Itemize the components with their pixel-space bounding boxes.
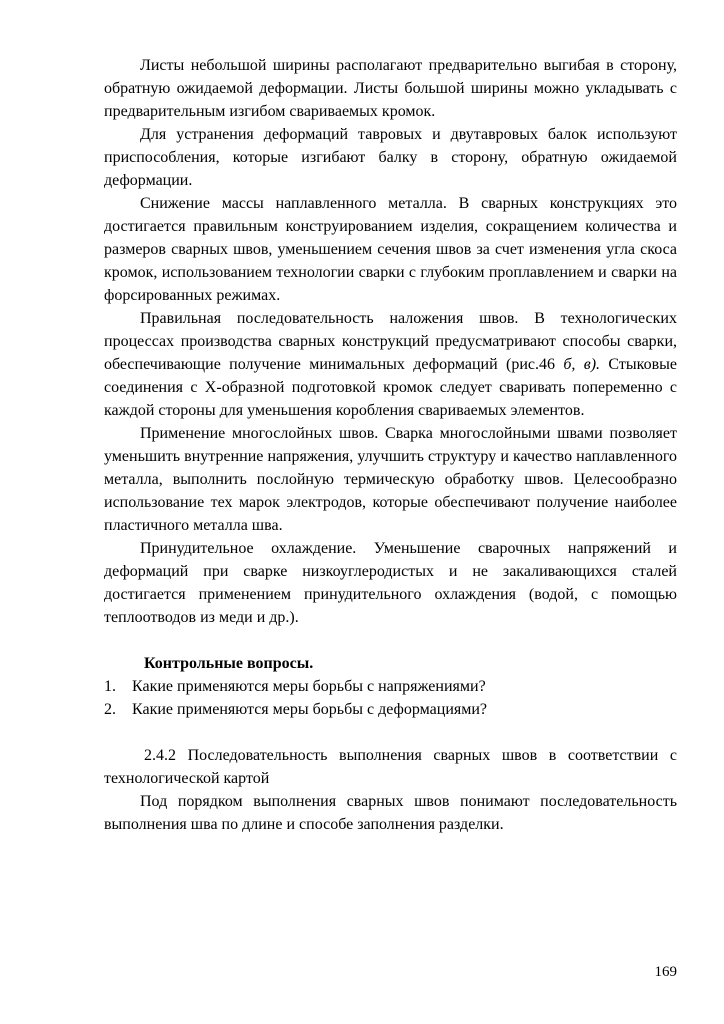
section-heading: 2.4.2 Последовательность выполнения сварных швов в соответствии с технологической картой [104,747,677,787]
question-number: 1. [104,678,116,695]
paragraph-sheet-bending: Листы небольшой ширины располагают предварительно выгибая в сторону, обратную ожидаемой деформации. Листы большой ширины можно укладывать с предварительным изгибом свариваемых кромок. [104,57,677,120]
paragraph-deposited-metal-mass: Снижение массы наплавленного металла. В сварных конструкциях это достигается правильным конструированием изделия, сокращением количества и размеров сварных швов, уменьшением сечения швов за счет изменения угла скоса кромок, использованием технологии сварки с глубоким проплавлением и сварки на форсированных режимах. [104,195,677,304]
paragraph-weld-sequence [104,307,677,422]
page-content [104,54,677,836]
paragraph-text: Правильная последовательность наложения швов. В технологических процессах производства сварных конструкций предусматривают способы сварки, обеспечивающие получение минимальных деформаций (рис.46 [104,310,677,373]
question-item [104,698,677,721]
paragraph-text: Стыковые соединения с Х-образной подготовкой кромок следует сваривать попеременно с каждой стороны для уменьшения коробления свариваемых элементов. [104,356,677,419]
question-text: Какие применяются меры борьбы с деформациями? [132,701,488,718]
paragraph-multilayer-welds: Применение многослойных швов. Сварка многослойными швами позволяет уменьшить внутренние напряжения, улучшить структуру и качество наплавленного металла, выполнить послойную термическую обработку швов. Целесообразно использование тех марок электродов, которые обеспечивают получение наиболее пластичного металла шва. [104,425,677,534]
control-questions-heading: Контрольные вопросы. [144,655,314,672]
paragraph-forced-cooling: Принудительное охлаждение. Уменьшение сварочных напряжений и деформаций при сварке низкоуглеродистых и не закаливающихся сталей достигается применением принудительного охлаждения (водой, с помощью теплоотводов из меди и др.). [104,540,677,626]
questions-list [104,675,677,721]
question-item [104,675,677,698]
figure-reference: б, в). [563,356,601,373]
paragraph-weld-order: Под порядком выполнения сварных швов понимают последовательность выполнения шва по длине и способе заполнения разделки. [104,793,677,833]
blank-line [104,629,677,652]
paragraph-beam-fixtures: Для устранения деформаций тавровых и двутавровых балок используют приспособления, которые изгибают балку в сторону, обратную ожидаемой деформации. [104,126,677,189]
question-text: Какие применяются меры борьбы с напряжениями? [132,678,486,695]
page-number: 169 [654,964,677,980]
question-number: 2. [104,701,116,718]
blank-line [104,721,677,744]
